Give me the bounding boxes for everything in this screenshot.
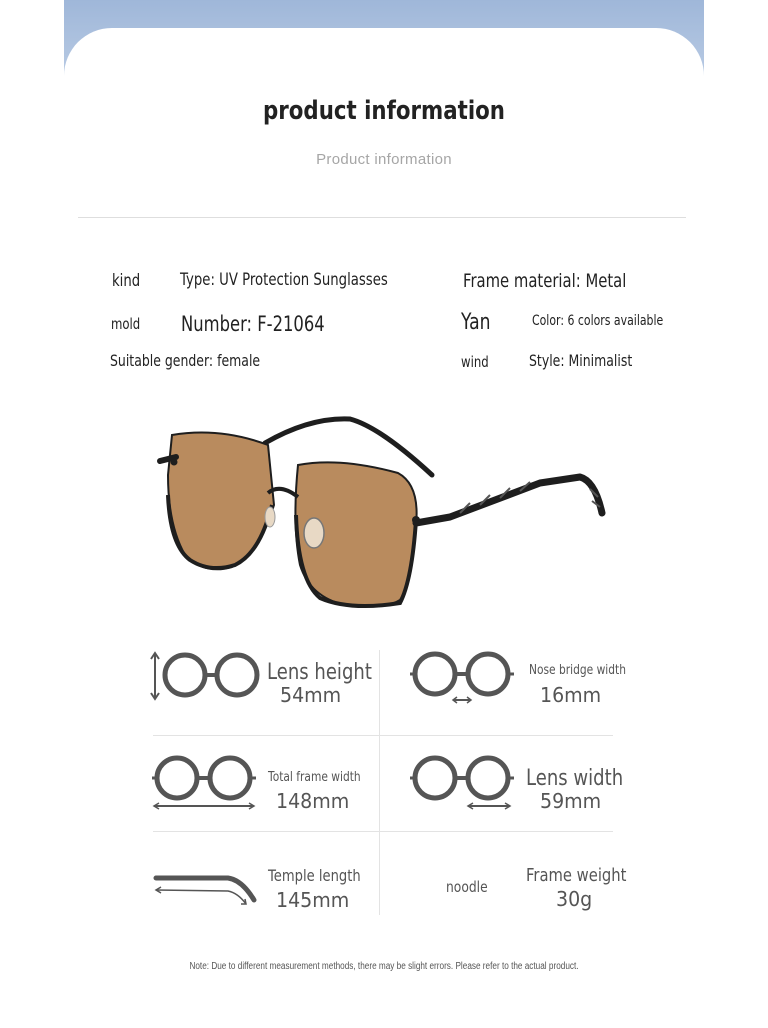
disclaimer-note: Note: Due to different measurement methods, there may be slight errors. Please refer to the actual product. [189,961,579,972]
lens-width-label: Lens width [526,766,624,791]
nose-bridge-value: 16mm [540,683,602,707]
total-frame-width-icon [150,753,260,811]
lens-width-icon [408,753,518,811]
lens-height-value: 54mm [280,683,342,707]
header-divider [78,217,686,218]
temple-length-label: Temple length [268,866,361,885]
page-subtitle: Product information [316,151,452,168]
grid-row-divider-2 [153,831,613,832]
lens-height-label: Lens height [267,660,372,685]
lens-width-value: 59mm [540,789,602,813]
gender-value: Suitable gender: female [110,351,261,370]
grid-vertical-divider [379,650,380,915]
grid-row-divider-1 [153,735,613,736]
style-value: Style: Minimalist [529,351,633,370]
page-title: product information [263,96,505,126]
total-frame-width-label: Total frame width [268,770,361,785]
frame-weight-value: 30g [556,887,593,911]
number-value: Number: F-21064 [181,312,325,336]
noodle-label: noodle [446,878,488,896]
type-value: Type: UV Protection Sunglasses [180,270,388,290]
lens-height-icon [150,650,262,702]
kind-label: kind [112,271,141,291]
yan-label: Yan [461,310,491,335]
sunglasses-icon [150,405,620,620]
nose-bridge-icon [408,650,516,706]
total-frame-width-value: 148mm [276,789,350,813]
mold-label: mold [111,315,141,333]
frame-material-value: Frame material: Metal [463,270,627,292]
nose-bridge-label: Nose bridge width [529,663,626,678]
temple-length-value: 145mm [276,888,350,912]
frame-weight-label: Frame weight [526,865,627,886]
temple-length-icon [150,866,262,910]
wind-label: wind [461,353,489,371]
color-value: Color: 6 colors available [532,313,664,329]
